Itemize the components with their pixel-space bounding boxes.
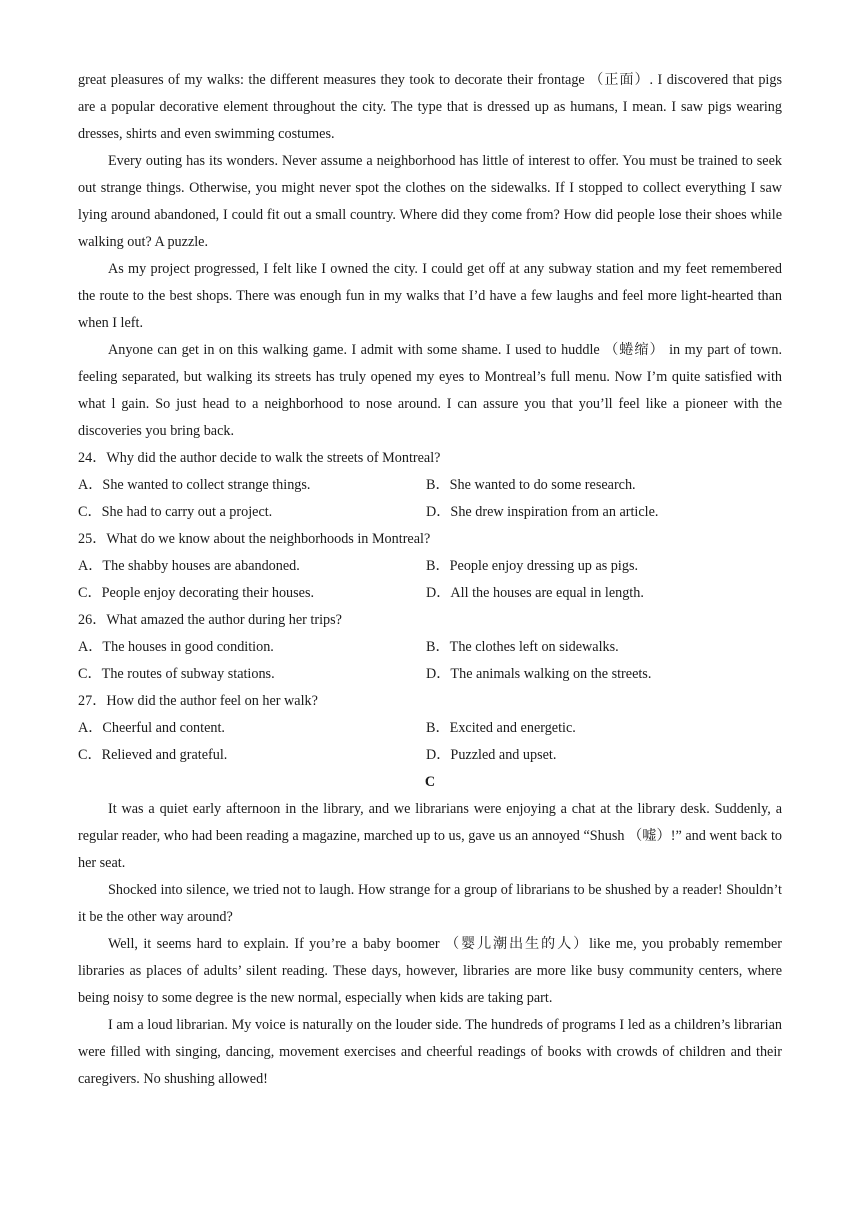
question-text: 26．What amazed the author during her trips? (78, 612, 342, 628)
passage-b-paragraph-4: Anyone can get in on this walking game. I admit with some shame. I used to huddle （蜷缩） in my part of town. feeling separated, but walking its streets has truly opened my eyes to Montreal’s full menu. Now I’m quite satisfied with what l gain. So just head to a neighborhood to nose around. I can assure you that you’ll feel like a pioneer with the discoveries you bring back. (78, 342, 782, 439)
passage-c-paragraph-3: Well, it seems hard to explain. If you’re a baby boomer （婴儿潮出生的人）like me, you probably remember libraries as places of adults’ silent reading. These days, however, libraries are more like busy community centers, where being noisy to some degree is the new normal, especially when kids are taking part. (78, 936, 782, 1006)
option-a: A．She wanted to collect strange things. (78, 477, 311, 493)
passage-c-paragraph-1: It was a quiet early afternoon in the library, and we librarians were enjoying a chat at the library desk. Suddenly, a regular reader, who had been reading a magazine, marched up to us, gave us an annoyed “Shush （嘘）!” and went back to her seat. (78, 801, 782, 871)
question-26 (78, 607, 782, 688)
option-b: B．She wanted to do some research. (426, 477, 636, 493)
option-b: B．The clothes left on sidewalks. (426, 639, 619, 655)
option-d: D．Puzzled and upset. (426, 747, 557, 763)
passage-b-paragraph-3: As my project progressed, I felt like I owned the city. I could get off at any subway station and my feet remembered the route to the best shops. There was enough fun in my walks that I’d have a few laughs and feel more light-hearted than when I left. (78, 261, 782, 331)
option-c: C．The routes of subway stations. (78, 666, 275, 682)
document-page (78, 67, 782, 1093)
option-c: C．Relieved and grateful. (78, 747, 228, 763)
option-d: D．The animals walking on the streets. (426, 666, 652, 682)
option-a: A．The houses in good condition. (78, 639, 274, 655)
question-text: 25．What do we know about the neighborhoods in Montreal? (78, 531, 431, 547)
passage-b-paragraph-1: great pleasures of my walks: the different measures they took to decorate their frontage （正面）. I discovered that pigs are a popular decorative element throughout the city. The type that is dressed up as humans, I mean. I saw pigs wearing dresses, shirts and even swimming costumes. (78, 72, 782, 142)
passage-b-paragraph-2: Every outing has its wonders. Never assume a neighborhood has little of interest to offer. You must be trained to seek out strange things. Otherwise, you might never spot the clothes on the sidewalks. If I stopped to collect everything I saw lying around abandoned, I could fit out a small country. Where did they come from? How did people lose their shoes while walking out? A puzzle. (78, 153, 782, 250)
option-c: C．She had to carry out a project. (78, 504, 273, 520)
option-d: D．She drew inspiration from an article. (426, 504, 659, 520)
option-d: D．All the houses are equal in length. (426, 585, 644, 601)
option-a: A．Cheerful and content. (78, 720, 225, 736)
passage-c-paragraph-2: Shocked into silence, we tried not to laugh. How strange for a group of librarians to be shushed by a reader! Shouldn’t it be the other way around? (78, 882, 782, 925)
question-text: 27．How did the author feel on her walk? (78, 693, 318, 709)
option-a: A．The shabby houses are abandoned. (78, 558, 300, 574)
passage-c-paragraph-4: I am a loud librarian. My voice is naturally on the louder side. The hundreds of programs I led as a children’s librarian were filled with singing, dancing, movement exercises and cheerful readings of books with crowds of children and their caregivers. No shushing allowed! (78, 1017, 782, 1087)
question-27 (78, 688, 782, 769)
option-c: C．People enjoy decorating their houses. (78, 585, 315, 601)
question-text: 24．Why did the author decide to walk the streets of Montreal? (78, 450, 441, 466)
section-c-title: C (424, 774, 436, 790)
question-24 (78, 445, 782, 526)
question-25 (78, 526, 782, 607)
option-b: B．People enjoy dressing up as pigs. (426, 558, 639, 574)
option-b: B．Excited and energetic. (426, 720, 576, 736)
